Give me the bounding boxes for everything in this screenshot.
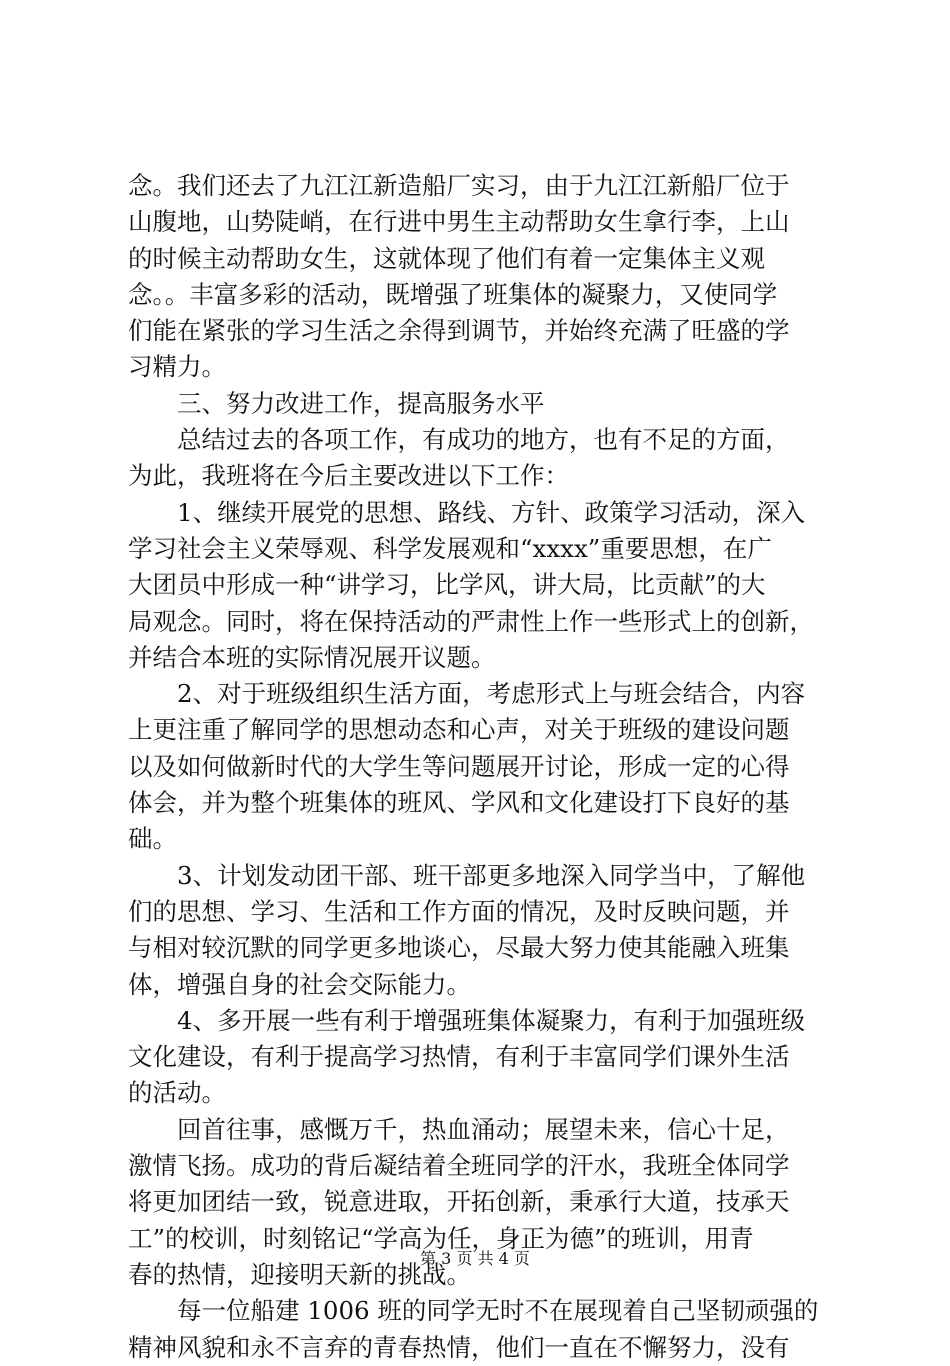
text-line: 体，增强自身的社会交际能力。 bbox=[128, 969, 471, 999]
text-line: 学习社会主义荣辱观、科学发展观和“xxxx”重要思想，在广 bbox=[128, 533, 772, 563]
text-line: 将更加团结一致，锐意进取，开拓创新，秉承行大道，技承天 bbox=[128, 1187, 790, 1217]
text-line: 大团员中形成一种“讲学习，比学风，讲大局，比贡献”的大 bbox=[128, 570, 766, 600]
page-number-footer: 第 3 页 共 4 页 bbox=[420, 1249, 530, 1268]
text-line: 念。我们还去了九江江新造船厂实习，由于九江江新船厂位于 bbox=[128, 171, 790, 200]
text-line: 并结合本班的实际情况展开议题。 bbox=[128, 642, 496, 672]
text-line: 础。 bbox=[128, 824, 177, 854]
text-line: 习精力。 bbox=[128, 352, 226, 382]
text-line: 们的思想、学习、生活和工作方面的情况，及时反映问题，并 bbox=[128, 896, 790, 926]
text-line: 文化建设，有利于提高学习热情，有利于丰富同学们课外生活 bbox=[128, 1042, 790, 1072]
section-heading: 三、努力改进工作，提高服务水平 bbox=[128, 388, 545, 418]
text-line: 1、继续开展党的思想、路线、方针、政策学习活动，深入 bbox=[128, 497, 806, 527]
text-line: 2、对于班级组织生活方面，考虑形式上与班会结合，内容 bbox=[128, 679, 806, 709]
text-line: 的活动。 bbox=[128, 1078, 226, 1108]
document-body bbox=[128, 168, 836, 1366]
text-line: 与相对较沉默的同学更多地谈心，尽最大努力使其能融入班集 bbox=[128, 933, 790, 963]
text-line: 4、多开展一些有利于增强班集体凝聚力，有利于加强班级 bbox=[128, 1005, 806, 1035]
text-line: 上更注重了解同学的思想动态和心声，对关于班级的建设问题 bbox=[128, 715, 790, 745]
text-line: 的时候主动帮助女生，这就体现了他们有着一定集体主义观 bbox=[128, 243, 765, 273]
text-line: 精神风貌和永不言弃的青春热情，他们一直在不懈努力，没有 bbox=[128, 1332, 790, 1362]
text-line: 念。。丰富多彩的活动，既增强了班集体的凝聚力，又使同学 bbox=[128, 279, 778, 309]
text-line: 山腹地，山势陡峭，在行进中男生主动帮助女生拿行李，上山 bbox=[128, 207, 790, 237]
text-line: 总结过去的各项工作，有成功的地方，也有不足的方面， bbox=[128, 425, 790, 455]
text-line: 为此，我班将在今后主要改进以下工作： bbox=[128, 461, 569, 491]
text-line: 以及如何做新时代的大学生等问题展开讨论，形成一定的心得 bbox=[128, 751, 790, 781]
text-line: 激情飞扬。成功的背后凝结着全班同学的汗水，我班全体同学 bbox=[128, 1151, 790, 1181]
text-line: 每一位船建 1006 班的同学无时不在展现着自己坚韧顽强的 bbox=[128, 1296, 819, 1326]
text-line: 3、计划发动团干部、班干部更多地深入同学当中，了解他 bbox=[128, 860, 806, 890]
text-line: 体会，并为整个班集体的班风、学风和文化建设打下良好的基 bbox=[128, 788, 790, 818]
text-line: 春的热情，迎接明天新的挑战。 bbox=[128, 1259, 471, 1289]
text-line: 工”的校训，时刻铭记“学高为任，身正为德”的班训，用青 bbox=[128, 1223, 754, 1253]
text-line: 回首往事，感慨万千，热血涌动；展望未来，信心十足， bbox=[128, 1114, 790, 1144]
text-line: 们能在紧张的学习生活之余得到调节，并始终充满了旺盛的学 bbox=[128, 316, 790, 346]
text-line: 局观念。同时，将在保持活动的严肃性上作一些形式上的创新， bbox=[128, 606, 814, 636]
